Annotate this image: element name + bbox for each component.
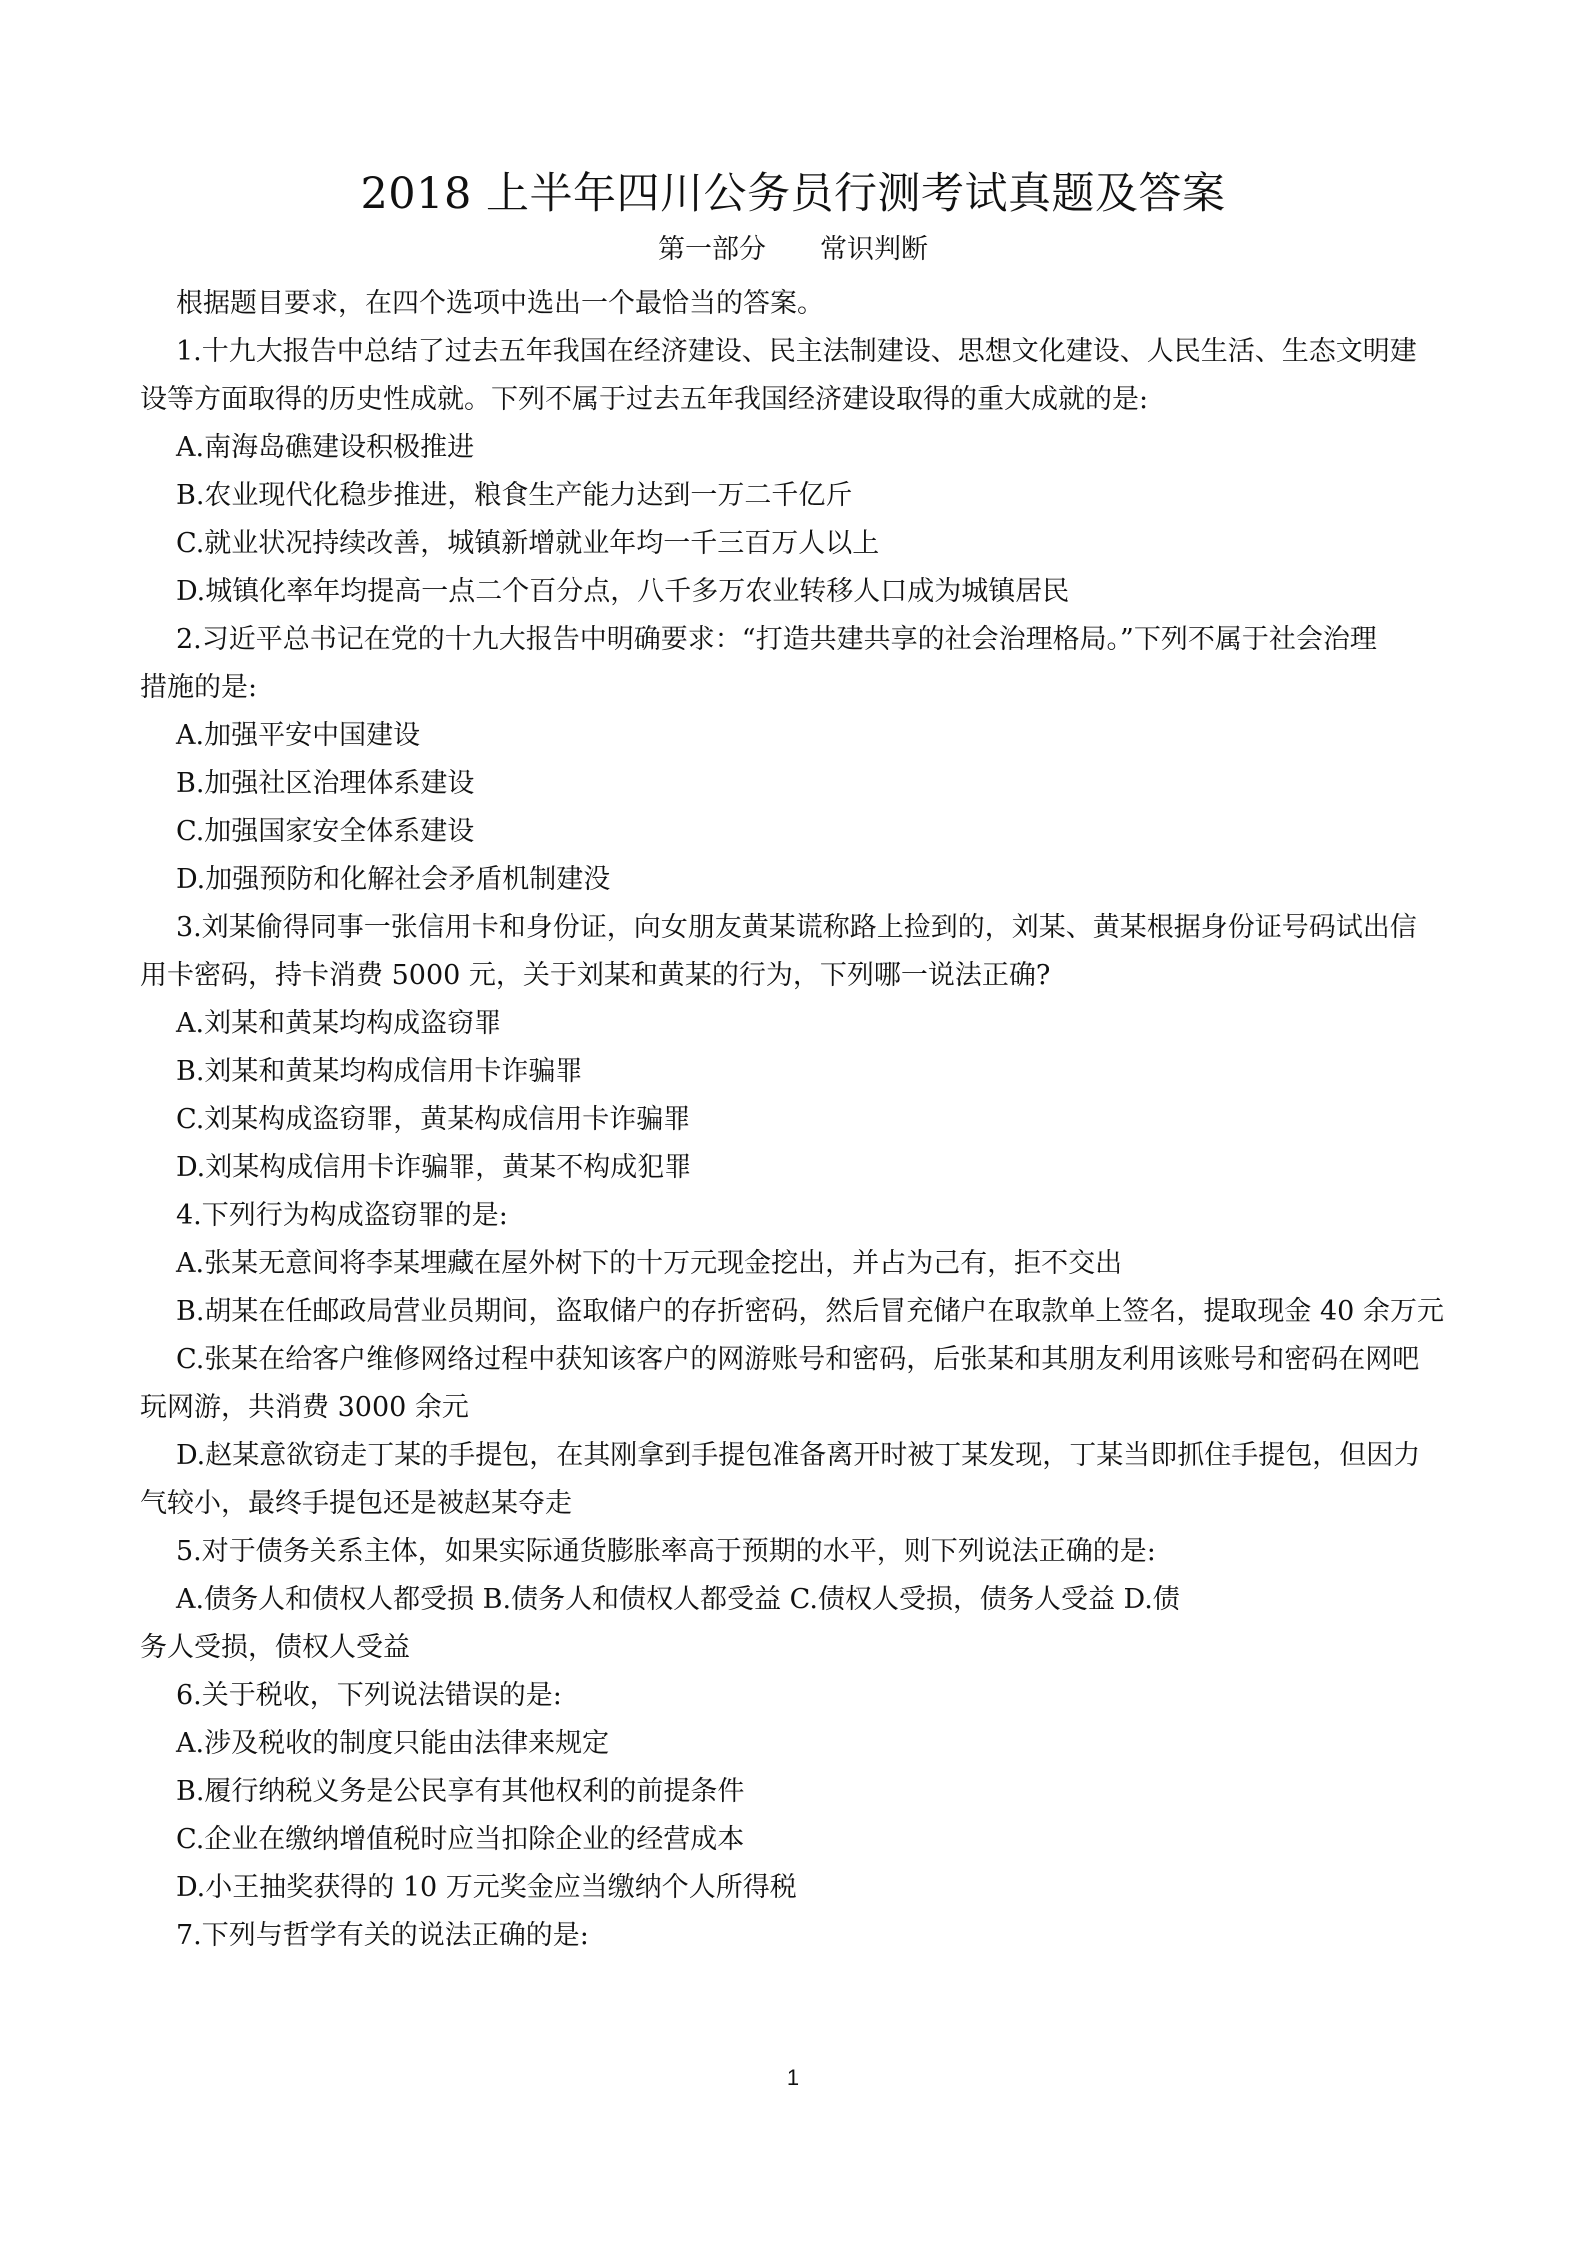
question-3-stem-line: 3.刘某偷得同事一张信用卡和身份证，向女朋友黄某谎称路上捡到的，刘某、黄某根据身份证号码试出信 xyxy=(176,912,1417,943)
instruction-text: 根据题目要求，在四个选项中选出一个最恰当的答案。 xyxy=(176,288,824,319)
question-6-option-c: C.企业在缴纳增值税时应当扣除企业的经营成本 xyxy=(176,1824,745,1855)
question-3-option-a: A.刘某和黄某均构成盗窃罪 xyxy=(176,1008,502,1039)
question-1-stem-line: 设等方面取得的历史性成就。下列不属于过去五年我国经济建设取得的重大成就的是: xyxy=(140,384,1149,415)
question-2-option-d: D.加强预防和化解社会矛盾机制建没 xyxy=(176,864,611,895)
question-6-stem-line: 6.关于税收，下列说法错误的是: xyxy=(176,1680,562,1711)
question-4-stem-line: 4.下列行为构成盗窃罪的是: xyxy=(176,1200,508,1231)
exam-body xyxy=(140,280,1470,1960)
question-1-option-d: D.城镇化率年均提高一点二个百分点，八千多万农业转移人口成为城镇居民 xyxy=(176,576,1070,607)
question-3-option-b: B.刘某和黄某均构成信用卡诈骗罪 xyxy=(176,1056,583,1087)
question-1-option-b: B.农业现代化稳步推进，粮食生产能力达到一万二千亿斤 xyxy=(176,480,853,511)
question-4-option-a: A.张某无意间将李某埋藏在屋外树下的十万元现金挖出，并占为己有，拒不交出 xyxy=(176,1248,1123,1279)
question-4-option-d-line-2: 气较小，最终手提包还是被赵某夺走 xyxy=(140,1488,572,1519)
question-7-stem-line: 7.下列与哲学有关的说法正确的是: xyxy=(176,1920,589,1951)
question-3-option-d: D.刘某构成信用卡诈骗罪，黄某不构成犯罪 xyxy=(176,1152,692,1183)
page-number: 1 xyxy=(786,2065,800,2090)
question-1-stem-line: 1.十九大报告中总结了过去五年我国在经济建设、民主法制建设、思想文化建设、人民生活、生态文明建 xyxy=(176,336,1417,367)
question-1-option-a: A.南海岛礁建设积极推进 xyxy=(176,432,475,463)
question-2-stem-line: 措施的是: xyxy=(140,672,258,703)
question-4-option-c-line-2: 玩网游，共消费 3000 余元 xyxy=(140,1392,469,1423)
question-4-option-c-line-1: C.张某在给客户维修网络过程中获知该客户的网游账号和密码，后张某和其朋友利用该账号和密码在网吧 xyxy=(176,1344,1420,1375)
section-part: 第一部分 xyxy=(658,234,766,265)
question-2-option-a: A.加强平安中国建设 xyxy=(176,720,421,751)
section-heading xyxy=(0,226,1586,274)
question-5-stem-line: 5.对于债务关系主体，如果实际通货膨胀率高于预期的水平，则下列说法正确的是: xyxy=(176,1536,1156,1567)
question-4-option-d-line-1: D.赵某意欲窃走丁某的手提包，在其刚拿到手提包准备离开时被丁某发现，丁某当即抓住手提包，但因力 xyxy=(176,1440,1421,1471)
question-2-option-b: B.加强社区治理体系建设 xyxy=(176,768,475,799)
question-2-stem-line: 2.习近平总书记在党的十九大报告中明确要求：“打造共建共享的社会治理格局。”下列不属于社会治理 xyxy=(176,624,1377,655)
document-title: 2018 上半年四川公务员行测考试真题及答案 xyxy=(360,169,1226,219)
question-6-option-d: D.小王抽奖获得的 10 万元奖金应当缴纳个人所得税 xyxy=(176,1872,797,1903)
question-1-option-c: C.就业状况持续改善，城镇新增就业年均一千三百万人以上 xyxy=(176,528,880,559)
question-3-option-c: C.刘某构成盗窃罪，黄某构成信用卡诈骗罪 xyxy=(176,1104,691,1135)
question-5-options-line: 务人受损，债权人受益 xyxy=(140,1632,410,1663)
question-4-option-b: B.胡某在任邮政局营业员期间，盗取储户的存折密码，然后冒充储户在取款单上签名，提取现金 40 余万元 xyxy=(176,1296,1444,1327)
question-6-option-b: B.履行纳税义务是公民享有其他权利的前提条件 xyxy=(176,1776,745,1807)
question-6-option-a: A.涉及税收的制度只能由法律来规定 xyxy=(176,1728,610,1759)
section-name: 常识判断 xyxy=(820,234,928,265)
question-5-options-line: A.债务人和债权人都受损 B.债务人和债权人都受益 C.债权人受损，债务人受益 D.债 xyxy=(176,1584,1180,1615)
question-3-stem-line: 用卡密码，持卡消费 5000 元，关于刘某和黄某的行为，下列哪一说法正确? xyxy=(140,960,1051,991)
question-2-option-c: C.加强国家安全体系建设 xyxy=(176,816,475,847)
